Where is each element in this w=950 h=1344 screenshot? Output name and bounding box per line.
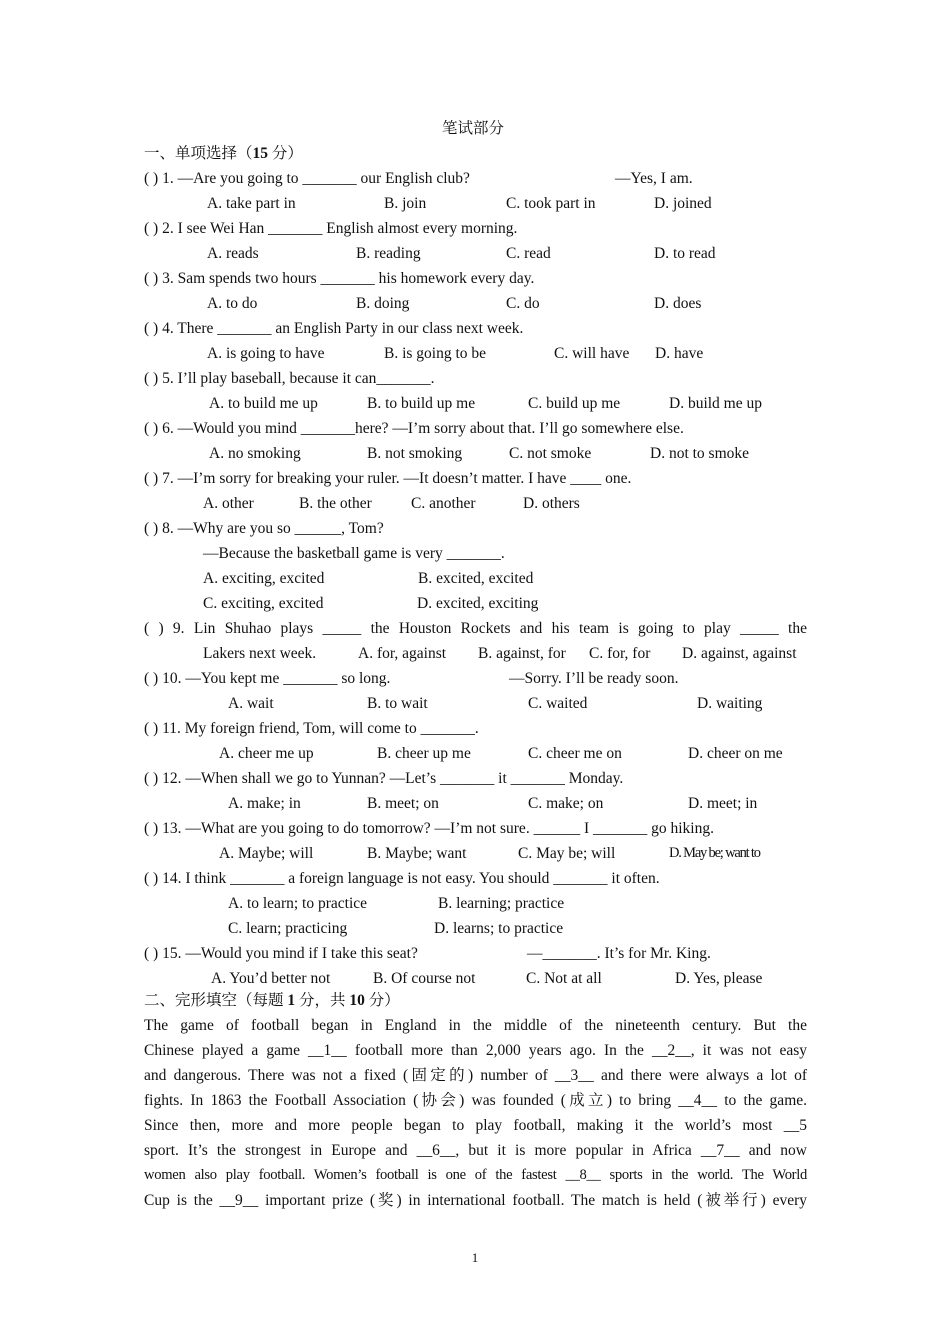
question-1-stem: ( ) 1. —Are you going to _______ our English club? xyxy=(144,170,470,187)
passage-line-6: sport. It’s the strongest in Europe and __6__, but it is more popular in Africa __7__ and now xyxy=(144,1142,807,1159)
question-9-option-a: A. for, against xyxy=(358,645,447,662)
section2-heading-prefix: 二、完形填空（每题 xyxy=(144,992,288,1009)
question-13-option-b: B. Maybe; want xyxy=(367,845,467,862)
question-6-option-b: B. not smoking xyxy=(367,445,463,462)
question-10-option-a: A. wait xyxy=(228,695,274,712)
question-15-option-d: D. Yes, please xyxy=(675,970,763,987)
question-1-option-b: B. join xyxy=(384,195,427,212)
question-14-option-d: D. learns; to practice xyxy=(434,920,564,937)
page-title: 笔试部分 xyxy=(442,120,505,137)
question-6-option-a: A. no smoking xyxy=(209,445,301,462)
passage-line-8: Cup is the __9__ important prize (奖) in international football. The match is held (被举行) every xyxy=(144,1192,807,1209)
question-3-option-b: B. doing xyxy=(356,295,410,312)
question-11-option-c: C. cheer me on xyxy=(528,745,622,762)
question-9-option-d: D. against, against xyxy=(682,645,797,662)
question-7-option-c: C. another xyxy=(411,495,476,512)
question-13-option-c: C. May be; will xyxy=(518,845,616,862)
question-4-stem: ( ) 4. There _______ an English Party in our class next week. xyxy=(144,320,524,337)
question-7-option-d: D. others xyxy=(523,495,580,512)
question-8-option-d: D. excited, exciting xyxy=(417,595,539,612)
question-1-option-c: C. took part in xyxy=(506,195,596,212)
question-1-option-d: D. joined xyxy=(654,195,712,212)
question-2-option-d: D. to read xyxy=(654,245,716,262)
question-2-option-c: C. read xyxy=(506,245,551,262)
question-11-option-a: A. cheer me up xyxy=(219,745,314,762)
question-1-option-a: A. take part in xyxy=(207,195,296,212)
question-1-reply: —Yes, I am. xyxy=(615,170,693,187)
question-8-stem: ( ) 8. —Why are you so ______, Tom? xyxy=(144,520,384,537)
question-5-stem: ( ) 5. I’ll play baseball, because it can_______. xyxy=(144,370,435,387)
question-12-option-b: B. meet; on xyxy=(367,795,439,812)
section2-score-total: 10 xyxy=(349,992,365,1009)
question-13-option-a: A. Maybe; will xyxy=(219,845,314,862)
question-3-option-a: A. to do xyxy=(207,295,258,312)
question-15-option-c: C. Not at all xyxy=(526,970,602,987)
question-11-stem: ( ) 11. My foreign friend, Tom, will come to _______. xyxy=(144,720,479,737)
question-9-stem: ( ) 9. Lin Shuhao plays _____ the Houston Rockets and his team is going to play _____ the xyxy=(144,620,807,637)
question-7-stem: ( ) 7. —I’m sorry for breaking your ruler. —It doesn’t matter. I have ____ one. xyxy=(144,470,632,487)
question-13-option-d: D. May be; want to xyxy=(669,845,760,861)
section2-heading xyxy=(144,988,400,1013)
question-11-option-d: D. cheer on me xyxy=(688,745,783,762)
question-15-option-a: A. You’d better not xyxy=(211,970,331,987)
question-13-stem: ( ) 13. —What are you going to do tomorrow? —I’m not sure. ______ I _______ go hiking. xyxy=(144,820,714,837)
question-9-option-c: C. for, for xyxy=(589,645,651,662)
question-7-option-b: B. the other xyxy=(299,495,372,512)
question-15-reply: —_______. It’s for Mr. King. xyxy=(527,945,711,962)
question-7-option-a: A. other xyxy=(203,495,254,512)
section1-heading xyxy=(144,141,303,166)
question-11-option-b: B. cheer up me xyxy=(377,745,471,762)
question-2-option-a: A. reads xyxy=(207,245,259,262)
section2-heading-suffix: 分） xyxy=(364,992,400,1009)
question-15-option-b: B. Of course not xyxy=(373,970,476,987)
question-4-option-a: A. is going to have xyxy=(207,345,325,362)
question-10-option-d: D. waiting xyxy=(697,695,763,712)
question-8-option-b: B. excited, excited xyxy=(418,570,534,587)
question-10-stem: ( ) 10. —You kept me _______ so long. xyxy=(144,670,391,687)
question-4-option-d: D. have xyxy=(655,345,704,362)
question-12-option-d: D. meet; in xyxy=(688,795,758,812)
passage-line-3: and dangerous. There was not a fixed (固定的) number of __3__ and there were always a lot of xyxy=(144,1067,807,1084)
section1-heading-suffix: 分） xyxy=(268,145,303,162)
question-5-option-a: A. to build me up xyxy=(209,395,318,412)
question-5-option-d: D. build me up xyxy=(669,395,762,412)
section1-heading-prefix: 一、单项选择（ xyxy=(144,145,253,162)
passage-line-7: women also play football. Women’s football is one of the fastest __8__ sports in the world. The World xyxy=(144,1167,807,1183)
question-6-stem: ( ) 6. —Would you mind _______here? —I’m sorry about that. I’ll go somewhere else. xyxy=(144,420,684,437)
question-15-stem: ( ) 15. —Would you mind if I take this seat? xyxy=(144,945,418,962)
question-12-option-a: A. make; in xyxy=(228,795,301,812)
question-10-option-b: B. to wait xyxy=(367,695,428,712)
question-8-option-a: A. exciting, excited xyxy=(203,570,325,587)
question-4-option-b: B. is going to be xyxy=(384,345,487,362)
question-10-reply: —Sorry. I’ll be ready soon. xyxy=(509,670,679,687)
section2-score-each: 1 xyxy=(287,992,296,1009)
passage-line-4: fights. In 1863 the Football Association (协会) was founded (成立) to bring __4__ to the game. xyxy=(144,1092,807,1109)
question-3-option-c: C. do xyxy=(506,295,540,312)
question-10-option-c: C. waited xyxy=(528,695,588,712)
page-number: 1 xyxy=(471,1250,479,1265)
question-3-stem: ( ) 3. Sam spends two hours _______ his homework every day. xyxy=(144,270,535,287)
question-12-stem: ( ) 12. —When shall we go to Yunnan? —Let’s _______ it _______ Monday. xyxy=(144,770,624,787)
question-12-option-c: C. make; on xyxy=(528,795,604,812)
question-9-option-b: B. against, for xyxy=(478,645,566,662)
question-14-option-b: B. learning; practice xyxy=(438,895,565,912)
passage-line-1: The game of football began in England in the middle of the nineteenth century. But the xyxy=(144,1017,807,1034)
question-8-stem-line2: —Because the basketball game is very _______. xyxy=(203,545,505,562)
passage-line-2: Chinese played a game __1__ football more than 2,000 years ago. In the __2__, it was not easy xyxy=(144,1042,807,1059)
question-2-option-b: B. reading xyxy=(356,245,421,262)
passage-line-5: Since then, more and more people began to play football, making it the world’s most __5 xyxy=(144,1117,807,1134)
question-3-option-d: D. does xyxy=(654,295,702,312)
question-2-stem: ( ) 2. I see Wei Han _______ English almost every morning. xyxy=(144,220,518,237)
question-6-option-d: D. not to smoke xyxy=(650,445,750,462)
question-14-option-a: A. to learn; to practice xyxy=(228,895,368,912)
question-9-stem-line2: Lakers next week. xyxy=(203,645,317,662)
question-14-stem: ( ) 14. I think _______ a foreign language is not easy. You should _______ it often. xyxy=(144,870,660,887)
question-14-option-c: C. learn; practicing xyxy=(228,920,348,937)
question-5-option-b: B. to build up me xyxy=(367,395,476,412)
section1-score: 15 xyxy=(252,145,269,162)
question-4-option-c: C. will have xyxy=(554,345,630,362)
question-8-option-c: C. exciting, excited xyxy=(203,595,324,612)
section2-heading-mid: 分，共 xyxy=(295,992,350,1009)
question-6-option-c: C. not smoke xyxy=(509,445,592,462)
question-5-option-c: C. build up me xyxy=(528,395,621,412)
